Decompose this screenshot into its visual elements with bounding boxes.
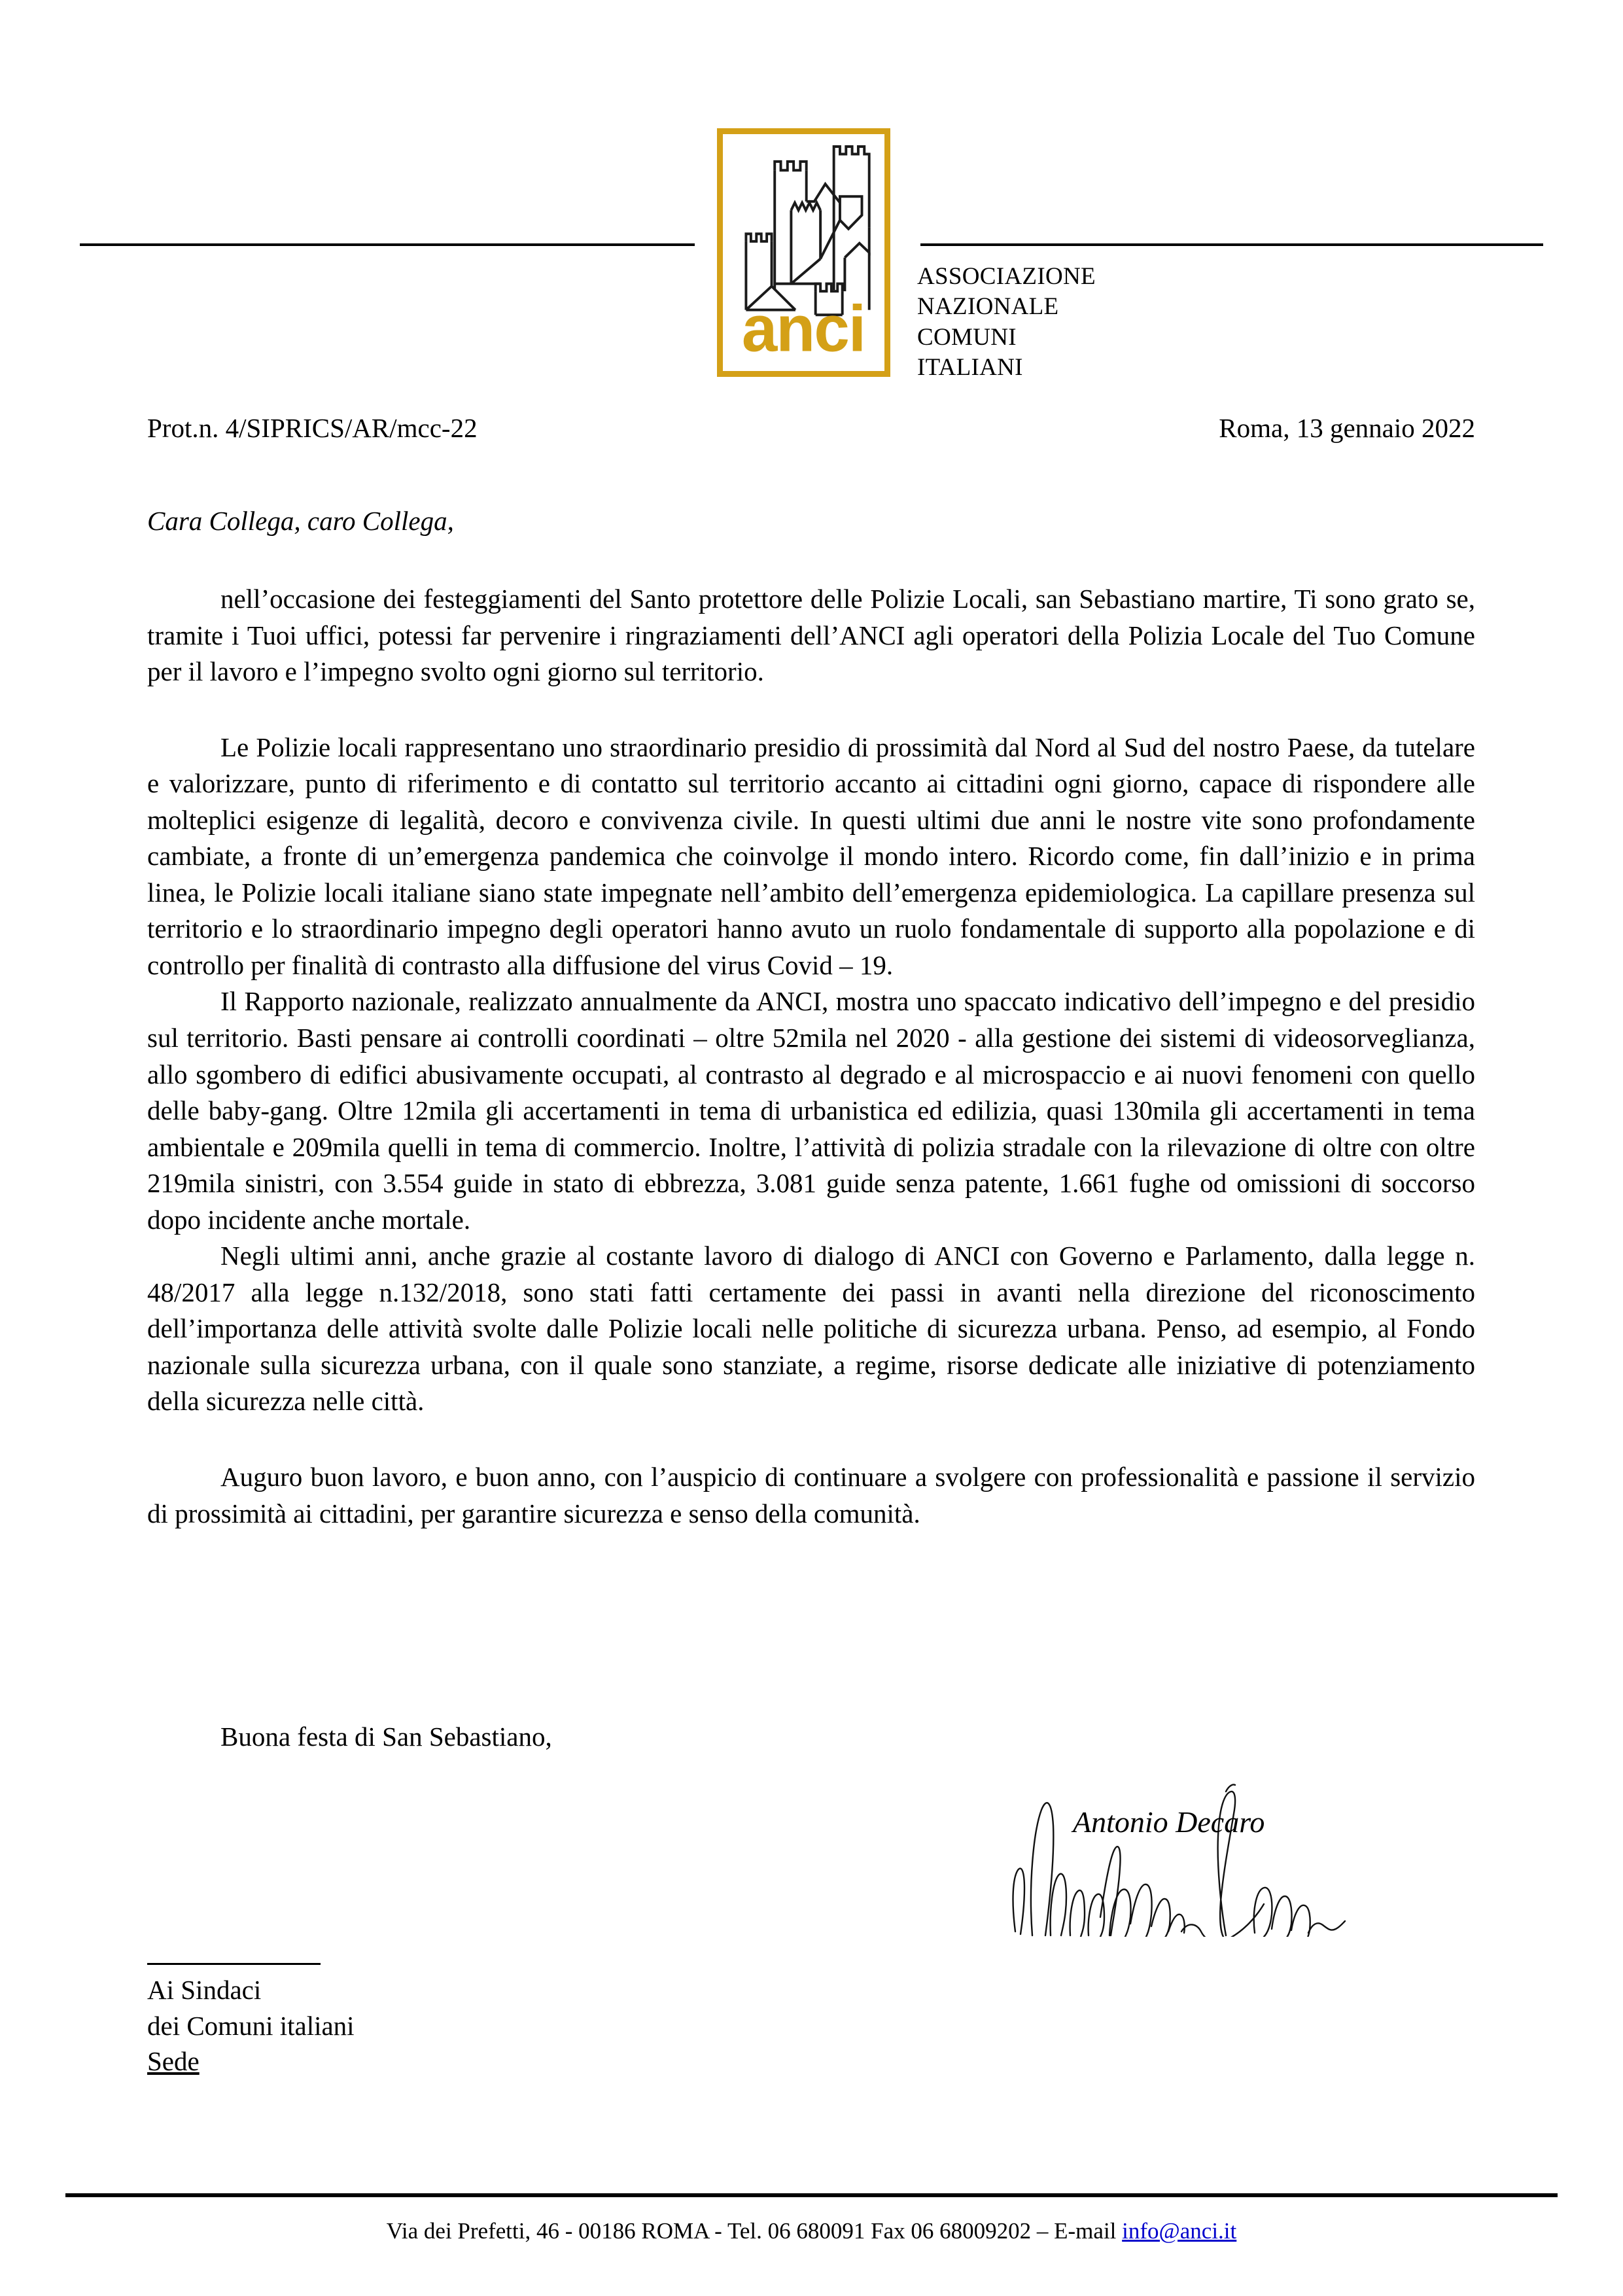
header-rule-right [920, 243, 1543, 246]
org-name-line-3: COMUNI [917, 323, 1017, 351]
anci-logo [717, 128, 890, 377]
paragraph-3: Il Rapporto nazionale, realizzato annualmente da ANCI, mostra uno spaccato indicativo dell’impegno e del presidio sul territorio. Basti pensare ai controlli coordinati – oltre 52mila nel 2020 - alla gestione dei sistemi di videosorveglianza, allo sgombero di edifici abusivamente occupati, al contrasto al degrado e al microspaccio e ai nuovi fenomeni con quello delle baby-gang. Oltre 12mila gli accertamenti in tema di urbanistica ed edilizia, quasi 130mila gli accertamenti in tema ambientale e 209mila quelli in tema di commercio. Inoltre, l’attività di polizia stradale con la rilevazione di oltre con oltre 219mila sinistri, con 3.554 guide in stato di ebbrezza, 3.081 guide senza patente, 1.661 fughe od omissioni di soccorso dopo incidente anche mortale. [147, 986, 1475, 1235]
handwritten-signature [1001, 1760, 1367, 1937]
paragraph-4: Negli ultimi anni, anche grazie al costante lavoro di dialogo di ANCI con Governo e Parlamento, dalla legge n. 48/2017 alla legge n.132/2018, sono stati fatti certamente dei passi in avanti nella direzione del riconoscimento dell’importanza delle attività svolte dalle Polizie locali nelle politiche di sicurezza urbana. Penso, ad esempio, al Fondo nazionale sulla sicurezza urbana, con il quale sono stanziate, a regime, risorse dedicate alle iniziative di potenziamento della sicurezza nelle città. [147, 1241, 1475, 1417]
header-rule-left [80, 243, 695, 246]
paragraph-stack [147, 581, 1475, 1532]
footer-email-link[interactable]: info@anci.it [1122, 2218, 1237, 2244]
letter-meta-row [147, 412, 1475, 444]
footer-address: Via dei Prefetti, 46 - 00186 ROMA - Tel. 06 680091 Fax 06 68009202 – E-mail [386, 2218, 1123, 2244]
org-name-line-1: ASSOCIAZIONE [917, 263, 1096, 290]
letterhead [0, 0, 1623, 406]
recipient-line-2: dei Comuni italiani [147, 2010, 355, 2041]
footer [0, 2218, 1623, 2244]
paragraph-5: Auguro buon lavoro, e buon anno, con l’auspicio di continuare a svolgere con professionalità e passione il servizio di prossimità ai cittadini, per garantire sicurezza e senso della comunità. [147, 1462, 1475, 1528]
org-name-line-4: ITALIANI [917, 354, 1023, 381]
org-name-line-2: NAZIONALE [917, 293, 1059, 321]
protocol-number: Prot.n. 4/SIPRICS/AR/mcc-22 [147, 413, 478, 443]
signature-block [1001, 1760, 1367, 1937]
paragraph-2: Le Polizie locali rappresentano uno straordinario presidio di prossimità dal Nord al Sud del nostro Paese, da tutelare e valorizzare, punto di riferimento e di contatto sul territorio accanto ai cittadini ogni giorno, capace di rispondere alle molteplici esigenze di legalità, decoro e convivenza civile. In questi ultimi due anni le nostre vite sono profondamente cambiate, a fronte di un’emergenza pandemica che coinvolge il mondo intero. Ricordo come, fin dall’inizio e in prima linea, le Polizie locali italiane siano state impegnate nell’ambito dell’emergenza epidemiologica. La capillare presenza sul territorio e lo straordinario impegno degli operatori hanno avuto un ruolo fondamentale di supporto alla popolazione e di controllo per finalità di contrasto alla diffusione del virus Covid – 19. [147, 732, 1475, 980]
recipient-line-1: Ai Sindaci [147, 1975, 262, 2005]
closing-line: Buona festa di San Sebastiano, [220, 1722, 552, 1752]
anci-wordmark-text: anci [741, 291, 865, 365]
footer-divider [65, 2193, 1558, 2197]
place-and-date: Roma, 13 gennaio 2022 [1219, 413, 1475, 443]
paragraph-1: nell’occasione dei festeggiamenti del Santo protettore delle Polizie Locali, san Sebastiano martire, Ti sono grato se, tramite i Tuoi uffici, potessi far pervenire i ringraziamenti dell’ANCI agli operatori della Polizia Locale del Tuo Comune per il lavoro e l’impegno svolto ogni giorno sul territorio. [147, 584, 1475, 687]
salutation: Cara Collega, caro Collega, [147, 506, 454, 536]
org-name-block [917, 262, 1096, 383]
signatory-name: Antonio Decaro [1073, 1805, 1265, 1839]
recipient-block [147, 1963, 355, 2079]
anci-logo-artwork [723, 134, 884, 371]
recipient-line-3: Sede [147, 2046, 200, 2077]
